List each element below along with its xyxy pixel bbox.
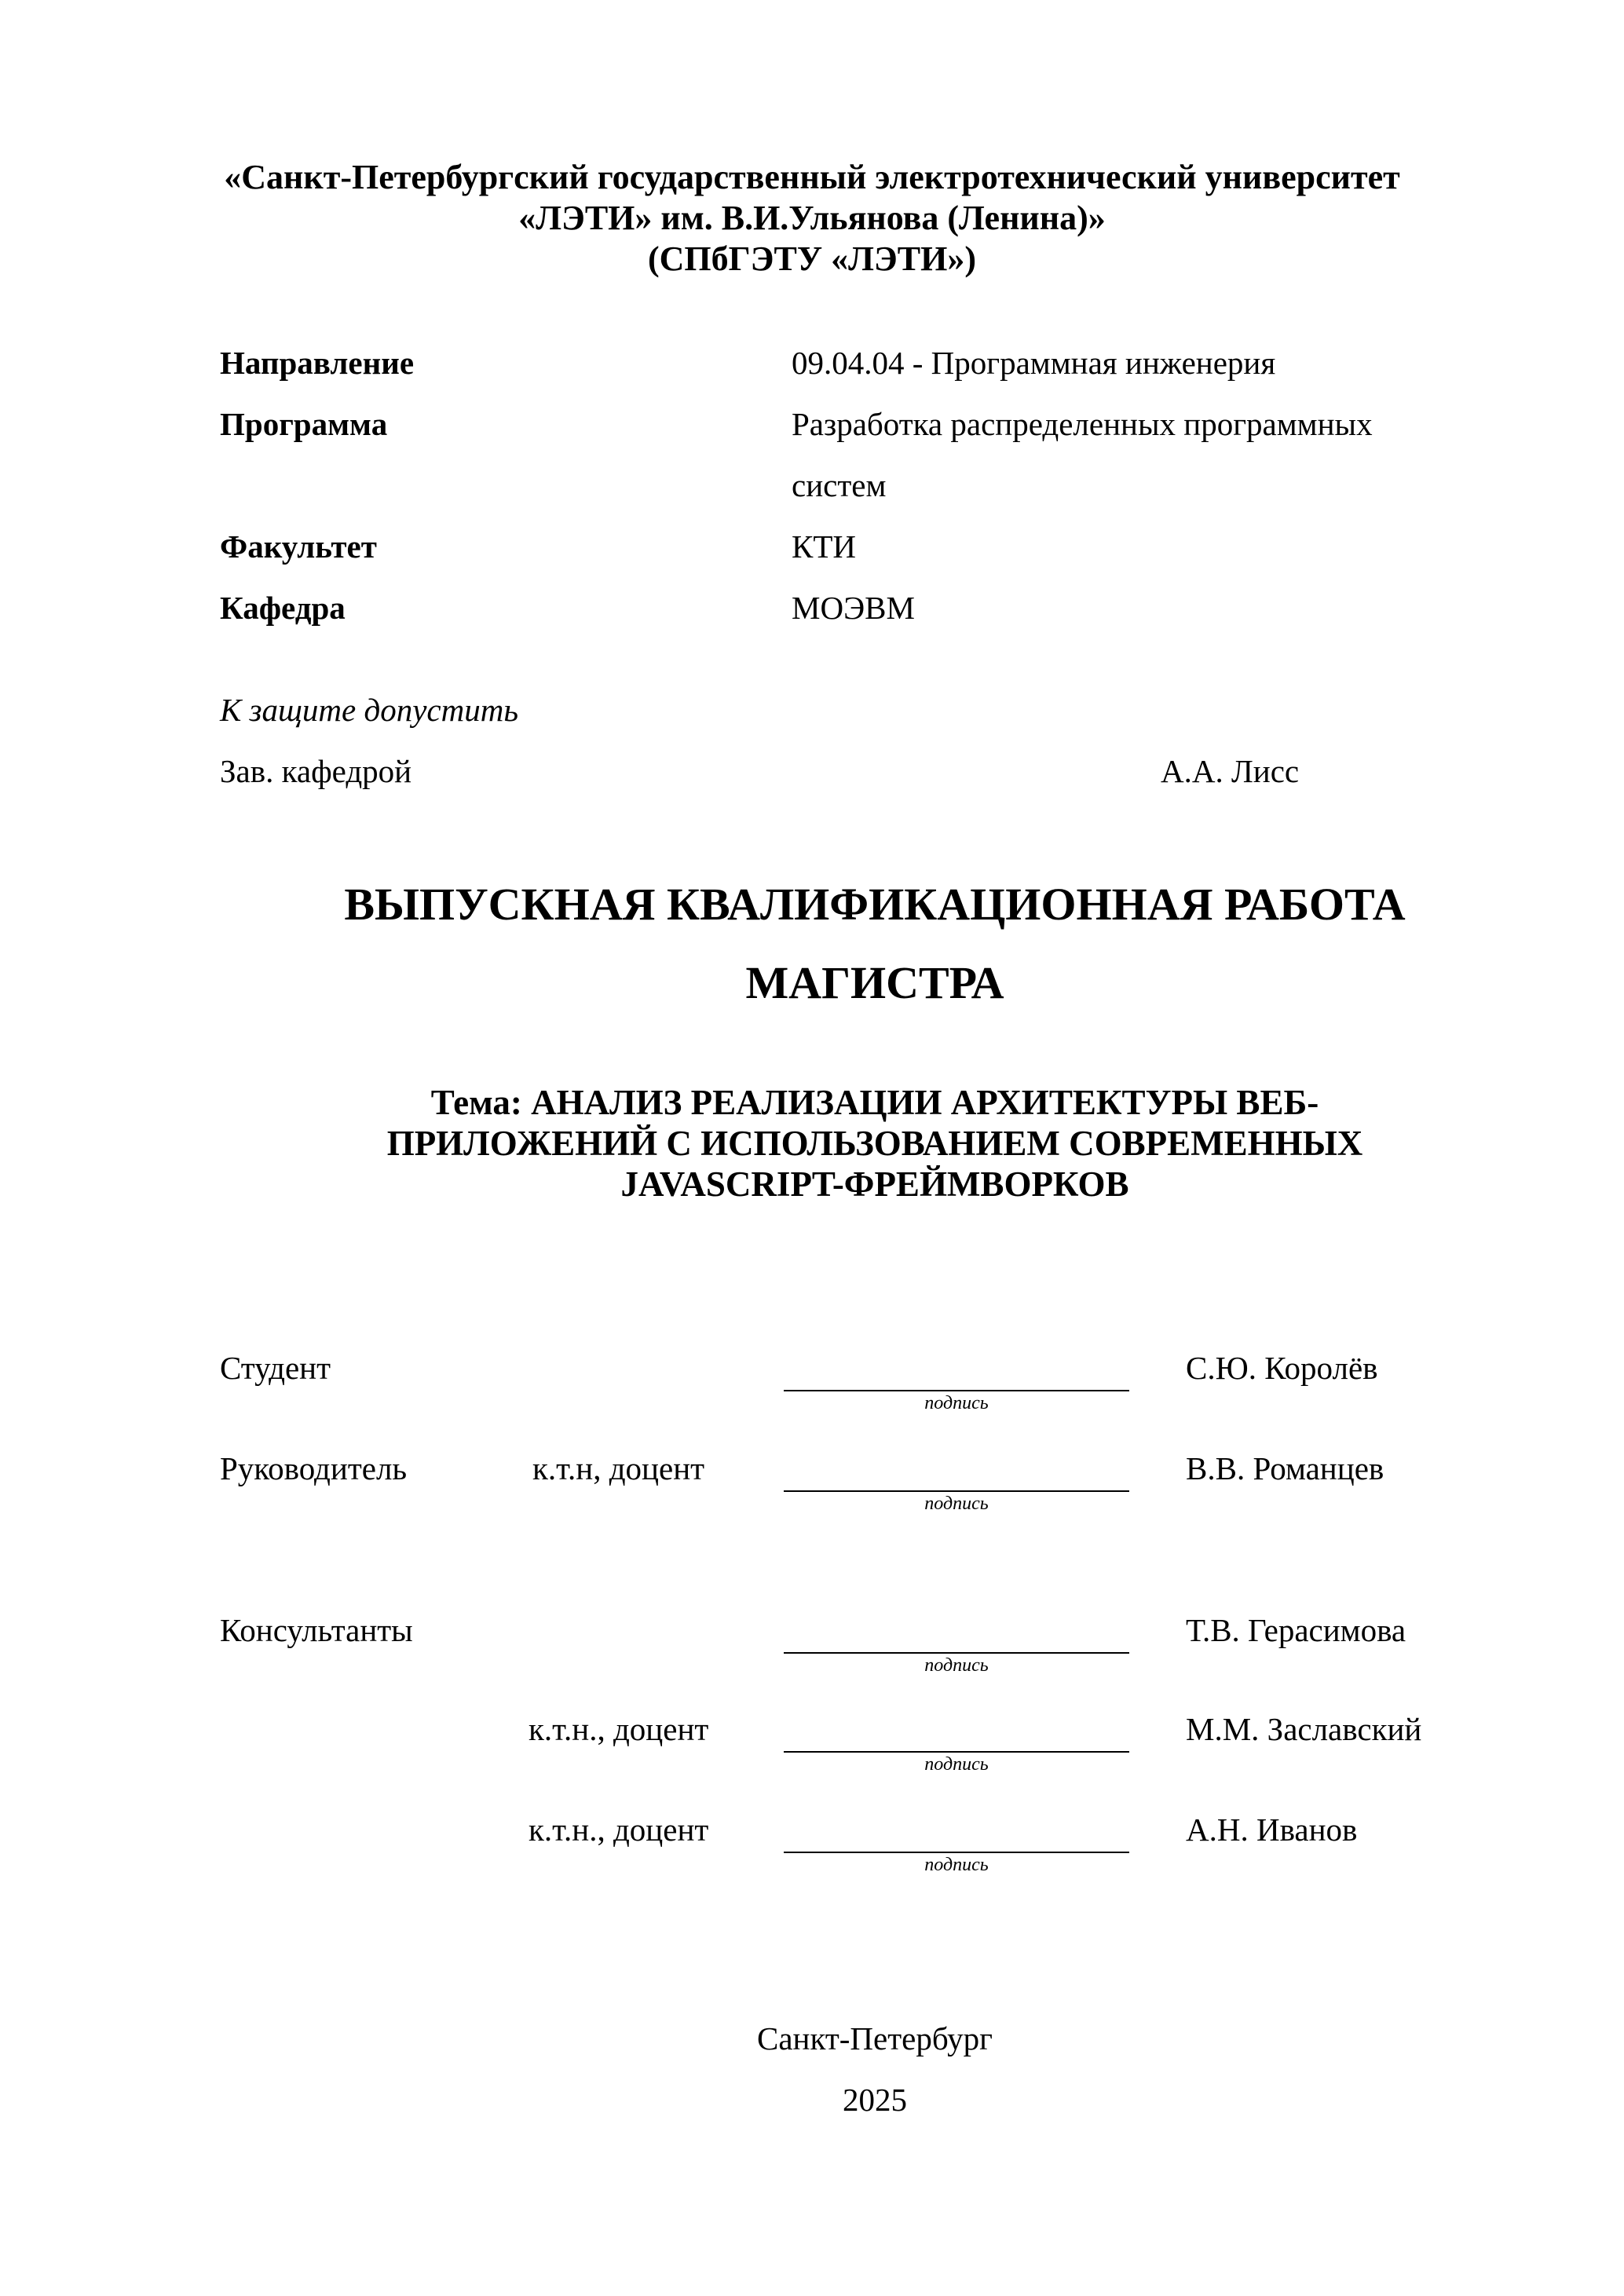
signature-caption: подпись xyxy=(924,1655,989,1676)
signature-caption: подпись xyxy=(924,1855,989,1875)
university-abbr: (СПбГЭТУ «ЛЭТИ») xyxy=(648,239,976,278)
sig-name-student: С.Ю. Королёв xyxy=(1186,1350,1378,1386)
sig-name-consultant-1: Т.В. Герасимова xyxy=(1186,1612,1406,1648)
sig-role-consultants: Консультанты xyxy=(220,1612,413,1648)
signature-line xyxy=(784,1652,1129,1654)
label-program: Программа xyxy=(220,406,388,442)
sig-role-supervisor: Руководитель xyxy=(220,1450,408,1486)
approval-caption: К защите допустить xyxy=(220,692,518,728)
topic-line1: Тема: АНАЛИЗ РЕАЛИЗАЦИИ АРХИТЕКТУРЫ ВЕБ- xyxy=(430,1083,1319,1122)
value-program-cont: систем xyxy=(792,467,887,503)
signature-caption: подпись xyxy=(924,1754,989,1775)
approval-name: А.А. Лисс xyxy=(1161,753,1300,789)
footer-city: Санкт-Петербург xyxy=(757,2020,993,2057)
document-title-line1: ВЫПУСКНАЯ КВАЛИФИКАЦИОННАЯ РАБОТА xyxy=(344,879,1406,930)
sig-degree-consultant-3: к.т.н., доцент xyxy=(529,1812,709,1848)
signature-caption: подпись xyxy=(924,1493,989,1514)
topic-line2: ПРИЛОЖЕНИЙ С ИСПОЛЬЗОВАНИЕМ СОВРЕМЕННЫХ xyxy=(386,1124,1363,1163)
value-faculty: КТИ xyxy=(792,528,856,565)
value-direction: 09.04.04 - Программная инженерия xyxy=(792,345,1276,381)
university-name-line1: «Санкт-Петербургский государственный электротехнический университет xyxy=(224,158,1400,196)
signature-line xyxy=(784,1490,1129,1492)
signature-caption: подпись xyxy=(924,1393,989,1413)
sig-name-consultant-3: А.Н. Иванов xyxy=(1186,1812,1358,1848)
sig-degree-consultant-2: к.т.н., доцент xyxy=(529,1711,709,1747)
value-program: Разработка распределенных программных xyxy=(792,406,1373,442)
sig-name-supervisor: В.В. Романцев xyxy=(1186,1450,1384,1486)
label-faculty: Факультет xyxy=(220,528,377,565)
university-name-line2: «ЛЭТИ» им. В.И.Ульянова (Ленина)» xyxy=(518,199,1106,237)
label-direction: Направление xyxy=(220,345,415,381)
sig-role-student: Студент xyxy=(220,1350,331,1386)
signature-line xyxy=(784,1852,1129,1853)
value-department: МОЭВМ xyxy=(792,590,915,626)
sig-name-consultant-2: М.М. Заславский xyxy=(1186,1711,1422,1747)
topic-line3: JAVASCRIPT-ФРЕЙМВОРКОВ xyxy=(620,1164,1129,1204)
label-department: Кафедра xyxy=(220,590,346,626)
sig-degree-supervisor: к.т.н, доцент xyxy=(532,1450,705,1486)
document-title-line2: МАГИСТРА xyxy=(745,957,1004,1008)
footer-year: 2025 xyxy=(843,2082,907,2118)
approval-role: Зав. кафедрой xyxy=(220,753,412,789)
signature-line xyxy=(784,1751,1129,1753)
signature-line xyxy=(784,1390,1129,1391)
